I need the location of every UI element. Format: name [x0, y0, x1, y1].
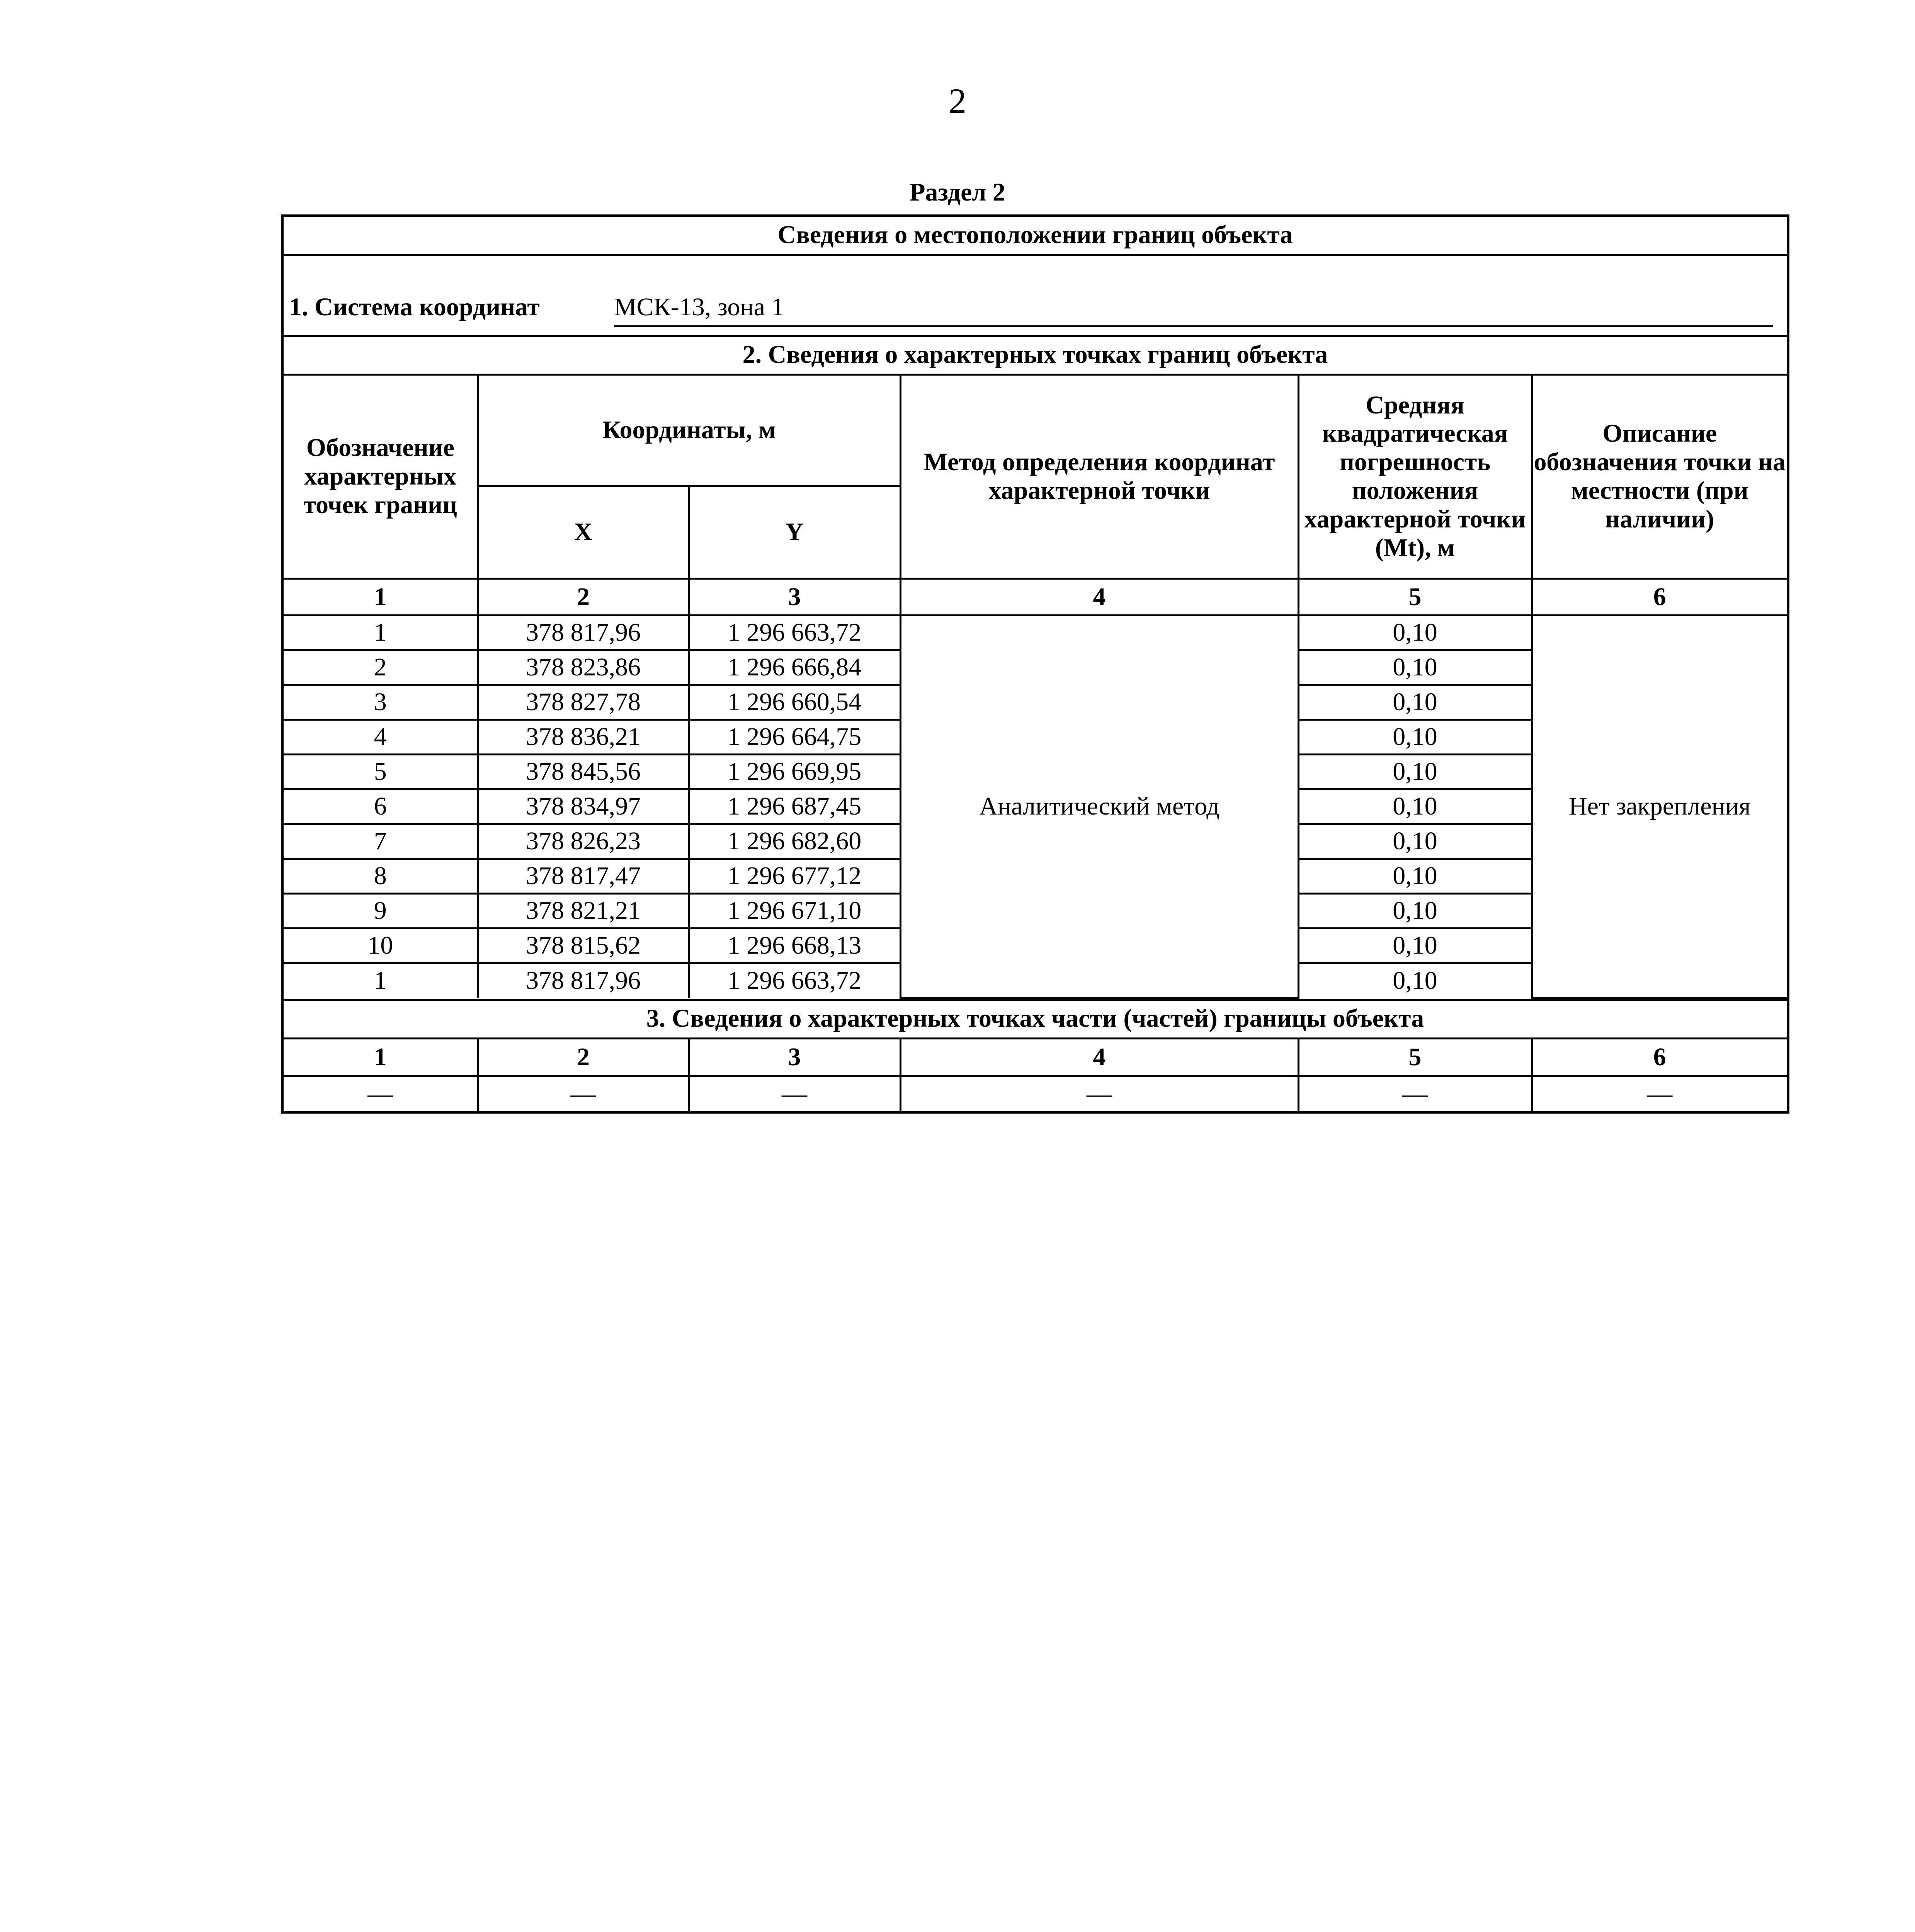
- y-coord-cell: 1 296 668,13: [689, 928, 900, 963]
- y-coord-cell: 1 296 666,84: [689, 650, 900, 685]
- col-number: 6: [1532, 1039, 1787, 1076]
- section-title: Раздел 2: [910, 178, 1005, 206]
- col-number: 3: [689, 578, 900, 615]
- x-coord-cell: 378 823,86: [478, 650, 689, 685]
- y-coord-cell: 1 296 677,12: [689, 859, 900, 893]
- points-table: [284, 376, 1787, 999]
- header-y: Y: [689, 486, 900, 578]
- point-id-cell: 9: [284, 893, 478, 928]
- point-id-cell: 7: [284, 824, 478, 859]
- x-coord-cell: 378 821,21: [478, 893, 689, 928]
- parts-block-title: 3. Сведения о характерных точках части (частей) границы объекта: [284, 1001, 1787, 1039]
- y-coord-cell: 1 296 663,72: [689, 615, 900, 650]
- col-number: 2: [478, 578, 689, 615]
- x-coord-cell: 378 817,47: [478, 859, 689, 893]
- x-coord-cell: 378 827,78: [478, 685, 689, 719]
- mt-error-cell: 0,10: [1298, 650, 1532, 685]
- page-number: 2: [949, 81, 966, 121]
- location-block-title: Сведения о местоположении границ объекта: [284, 217, 1787, 256]
- coord-system-label: 1. Система координат: [289, 293, 540, 321]
- mt-error-cell: 0,10: [1298, 685, 1532, 719]
- coord-system-row: [284, 256, 1787, 335]
- point-id-cell: 6: [284, 789, 478, 824]
- col-number: 6: [1532, 578, 1787, 615]
- point-id-cell: 8: [284, 859, 478, 893]
- x-coord-cell: 378 817,96: [478, 963, 689, 998]
- col-number: 5: [1298, 578, 1532, 615]
- boundary-info-table: [281, 214, 1789, 1114]
- empty-cell: —: [900, 1076, 1298, 1111]
- col-number: 4: [900, 1039, 1298, 1076]
- mt-error-cell: 0,10: [1298, 754, 1532, 789]
- x-coord-cell: 378 826,23: [478, 824, 689, 859]
- header-point: Обозначение характерных точек границ: [284, 376, 478, 578]
- y-coord-cell: 1 296 663,72: [689, 963, 900, 998]
- empty-cell: —: [1298, 1076, 1532, 1111]
- point-id-cell: 1: [284, 963, 478, 998]
- y-coord-cell: 1 296 682,60: [689, 824, 900, 859]
- method-cell: Аналитический метод: [900, 615, 1298, 998]
- coord-system-value: МСК-13, зона 1: [614, 293, 784, 321]
- header-x: X: [478, 486, 689, 578]
- x-coord-cell: 378 845,56: [478, 754, 689, 789]
- col-number: 1: [284, 1039, 478, 1076]
- point-id-cell: 5: [284, 754, 478, 789]
- mt-error-cell: 0,10: [1298, 789, 1532, 824]
- empty-cell: —: [478, 1076, 689, 1111]
- points-block: [284, 337, 1787, 1001]
- mt-error-cell: 0,10: [1298, 928, 1532, 963]
- point-id-cell: 3: [284, 685, 478, 719]
- parts-block: [284, 1001, 1787, 1111]
- table-row: [284, 615, 1787, 650]
- y-coord-cell: 1 296 664,75: [689, 719, 900, 754]
- coord-system-underline: [614, 325, 1773, 327]
- mt-error-cell: 0,10: [1298, 615, 1532, 650]
- empty-cell: —: [1532, 1076, 1787, 1111]
- description-cell: Нет закрепления: [1532, 615, 1787, 998]
- y-coord-cell: 1 296 669,95: [689, 754, 900, 789]
- mt-error-cell: 0,10: [1298, 824, 1532, 859]
- x-coord-cell: 378 817,96: [478, 615, 689, 650]
- location-block: [284, 217, 1787, 337]
- col-number: 5: [1298, 1039, 1532, 1076]
- mt-error-cell: 0,10: [1298, 719, 1532, 754]
- empty-cell: —: [284, 1076, 478, 1111]
- point-id-cell: 1: [284, 615, 478, 650]
- point-id-cell: 10: [284, 928, 478, 963]
- point-id-cell: 4: [284, 719, 478, 754]
- col-number: 3: [689, 1039, 900, 1076]
- col-number: 1: [284, 578, 478, 615]
- y-coord-cell: 1 296 660,54: [689, 685, 900, 719]
- x-coord-cell: 378 815,62: [478, 928, 689, 963]
- mt-error-cell: 0,10: [1298, 859, 1532, 893]
- col-number: 4: [900, 578, 1298, 615]
- mt-error-cell: 0,10: [1298, 893, 1532, 928]
- col-number: 2: [478, 1039, 689, 1076]
- header-coords: Координаты, м: [478, 376, 900, 486]
- x-coord-cell: 378 836,21: [478, 719, 689, 754]
- y-coord-cell: 1 296 687,45: [689, 789, 900, 824]
- point-id-cell: 2: [284, 650, 478, 685]
- y-coord-cell: 1 296 671,10: [689, 893, 900, 928]
- header-method: Метод определения координат характерной точки: [900, 376, 1298, 578]
- empty-cell: —: [689, 1076, 900, 1111]
- points-block-title: 2. Сведения о характерных точках границ объекта: [284, 337, 1787, 376]
- header-error: Средняя квадратическая погрешность положения характерной точки (Mt), м: [1298, 376, 1532, 578]
- parts-table: [284, 1039, 1787, 1111]
- header-description: Описание обозначения точки на местности (при наличии): [1532, 376, 1787, 578]
- mt-error-cell: 0,10: [1298, 963, 1532, 998]
- x-coord-cell: 378 834,97: [478, 789, 689, 824]
